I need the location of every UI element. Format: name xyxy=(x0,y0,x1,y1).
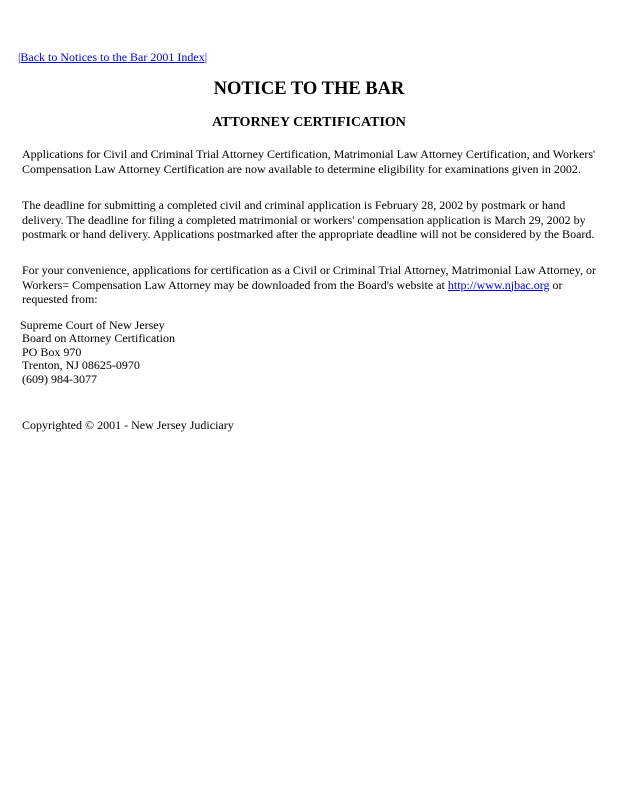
paragraph-availability: Applications for Civil and Criminal Trial Attorney Certification, Matrimonial Law Attorney Certification, and Workers' Compensation Law Attorney Certification are now available to determine eligibility for examinations given in 2002. xyxy=(22,147,596,176)
paragraph-download-text-before: For your convenience, applications for certification as a Civil or Criminal Trial Attorney, Matrimonial Law Attorney, or Workers= Compensation Law Attorney may be downloaded from the Board's website at xyxy=(22,263,596,292)
address-line-court: Supreme Court of New Jersey xyxy=(20,318,165,332)
back-to-index-link[interactable]: |Back to Notices to the Bar 2001 Index| xyxy=(18,50,208,64)
njbac-website-link[interactable]: http://www.njbac.org xyxy=(447,277,550,292)
address-line-city: Trenton, NJ 08625-0970 xyxy=(22,358,140,373)
address-line-board: Board on Attorney Certification xyxy=(22,331,175,346)
copyright-notice: Copyrighted © 2001 - New Jersey Judiciary xyxy=(22,418,234,432)
address-line-phone: (609) 984-3077 xyxy=(22,371,97,386)
paragraph-deadlines: The deadline for submitting a completed civil and criminal application is February 28, 2002 by postmark or hand delivery. The deadline for filing a completed matrimonial or workers' compensation application is March 29, 2002 by postmark or hand delivery. Applications postmarked after the appropriate deadline will not be considered by the Board. xyxy=(22,198,595,241)
address-line-po-box: PO Box 970 xyxy=(22,344,82,359)
paragraph-download xyxy=(22,263,600,307)
page-title: NOTICE TO THE BAR xyxy=(213,79,405,99)
page-subtitle: ATTORNEY CERTIFICATION xyxy=(212,115,406,130)
paragraph-download-text-after: or requested from: xyxy=(22,277,563,306)
mailing-address xyxy=(20,319,175,386)
